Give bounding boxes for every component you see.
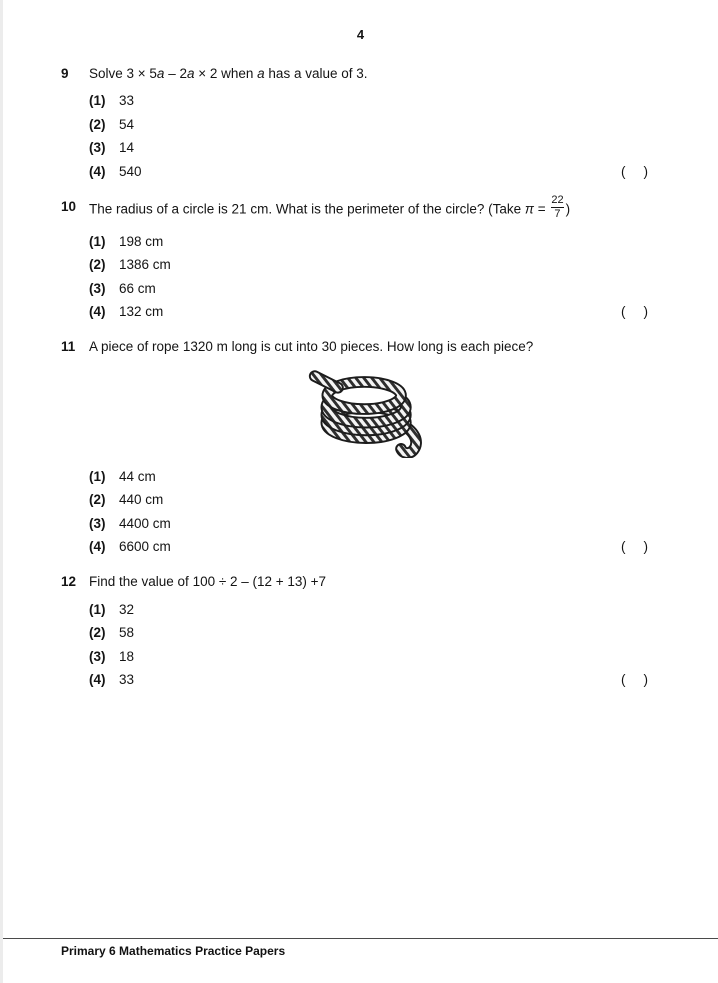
answer-bracket (621, 164, 648, 179)
question-body (89, 572, 648, 691)
question-number: 9 (61, 66, 69, 81)
option-value: 33 (119, 672, 135, 688)
option-label: (2) (89, 625, 106, 641)
bracket-open: ( (621, 672, 626, 688)
fraction-denominator: 7 (551, 207, 563, 221)
question-text-segment: has a value of 3. (264, 66, 368, 81)
bracket-close: ) (643, 164, 648, 179)
option-label: (4) (89, 539, 106, 555)
option-row (89, 511, 648, 535)
option-value: 132 cm (119, 304, 164, 320)
rope-illustration (89, 366, 648, 458)
option-label: (4) (89, 304, 106, 320)
question-text (89, 337, 648, 356)
question-body (89, 194, 648, 323)
question-body (89, 337, 648, 558)
option-row (89, 597, 648, 621)
fraction (551, 194, 563, 220)
option-row (89, 276, 648, 300)
answer-bracket (621, 672, 648, 687)
option-label: (3) (89, 515, 106, 531)
options-list (89, 464, 648, 558)
bracket-open: ( (621, 539, 626, 555)
question-11 (61, 337, 648, 558)
option-row (89, 253, 648, 277)
option-label: (2) (89, 492, 106, 508)
option-value: 54 (119, 116, 135, 132)
question-body (89, 64, 648, 183)
question-number: 11 (61, 339, 76, 355)
question-text-segment: ) (565, 201, 571, 217)
bracket-open: ( (621, 164, 626, 179)
question-text-segment: = (533, 201, 550, 217)
option-value: 440 cm (119, 492, 164, 508)
bracket-open: ( (621, 304, 626, 320)
question-text-segment: a (186, 66, 195, 81)
question-text-segment: – 2 (164, 66, 187, 81)
question-text (89, 64, 648, 83)
option-value: 18 (119, 648, 135, 664)
page-number: 4 (356, 27, 365, 42)
question-text-segment: Find the value of 100 ÷ 2 – (12 + 13) +7 (89, 574, 327, 590)
option-value: 32 (119, 601, 135, 617)
footer-title: Primary 6 Mathematics Practice Papers (61, 944, 286, 958)
question-text-segment: Solve 3 × 5 (89, 66, 157, 81)
option-row (89, 488, 648, 512)
option-label: (1) (89, 601, 106, 617)
option-label: (2) (89, 116, 106, 132)
rope-coil-icon (305, 366, 433, 458)
option-value: 198 cm (119, 233, 164, 249)
question-text (89, 194, 648, 223)
question-text-segment: A piece of rope 1320 m long is cut into 30 pieces. How long is each piece? (89, 339, 534, 355)
option-label: (3) (89, 648, 106, 664)
question-text-segment: a (257, 66, 265, 81)
fraction-numerator: 22 (551, 194, 564, 206)
option-label: (4) (89, 163, 106, 179)
option-value: 33 (119, 93, 135, 109)
question-10 (61, 194, 648, 323)
options-list (89, 597, 648, 691)
option-value: 58 (119, 625, 135, 641)
questions (61, 64, 648, 705)
option-label: (3) (89, 140, 106, 156)
option-row (89, 621, 648, 645)
answer-bracket (621, 304, 648, 319)
option-row (89, 89, 648, 113)
bracket-close: ) (643, 539, 648, 555)
question-12 (61, 572, 648, 691)
question-text-segment: π (524, 201, 534, 217)
option-row (89, 113, 648, 137)
options-list (89, 229, 648, 323)
option-row (89, 300, 648, 324)
question-text (89, 572, 648, 591)
option-label: (1) (89, 468, 106, 484)
question-number: 12 (61, 574, 77, 590)
question-text-segment: The radius of a circle is 21 cm. What is the perimeter of the circle? (Take (89, 201, 525, 217)
option-row (89, 535, 648, 559)
option-value: 4400 cm (119, 515, 171, 531)
option-label: (1) (89, 93, 106, 109)
question-9 (61, 64, 648, 183)
bracket-close: ) (643, 304, 648, 320)
option-label: (2) (89, 257, 106, 273)
option-value: 14 (119, 140, 135, 156)
option-label: (1) (89, 233, 106, 249)
option-row (89, 160, 648, 184)
option-value: 540 (119, 163, 142, 179)
option-row (89, 668, 648, 692)
answer-bracket (621, 539, 648, 554)
question-number: 10 (61, 199, 77, 214)
option-value: 6600 cm (119, 539, 171, 555)
option-row (89, 229, 648, 253)
option-label: (3) (89, 280, 106, 296)
question-text-segment: a (156, 66, 165, 81)
option-value: 1386 cm (119, 257, 171, 273)
footer-divider (3, 938, 718, 939)
option-label: (4) (89, 672, 106, 688)
option-row (89, 644, 648, 668)
question-text-segment: × 2 when (194, 66, 258, 81)
option-row (89, 136, 648, 160)
options-list (89, 89, 648, 183)
option-value: 66 cm (119, 280, 156, 296)
option-row (89, 464, 648, 488)
bracket-close: ) (643, 672, 648, 688)
option-value: 44 cm (119, 468, 156, 484)
